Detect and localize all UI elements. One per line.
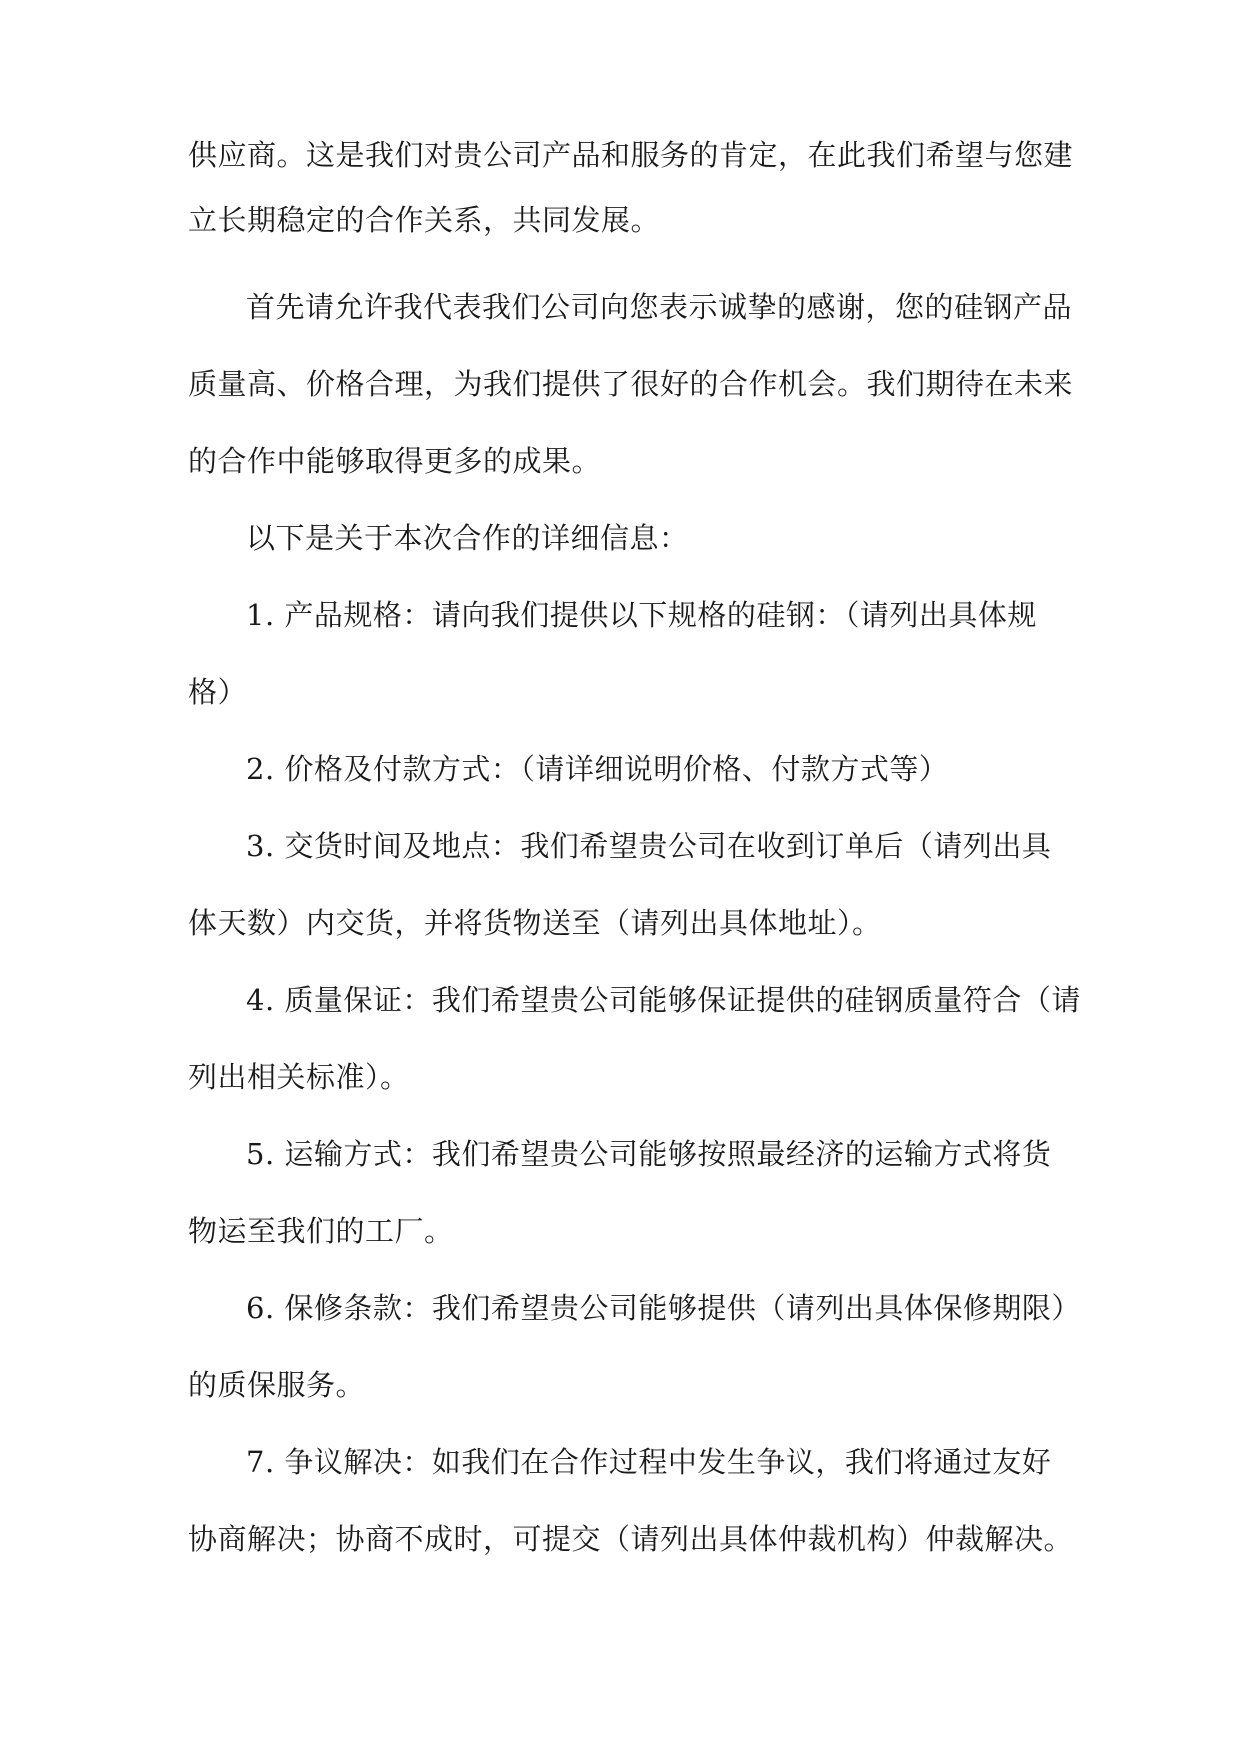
text-line: 立长期稳定的合作关系，共同发展。 xyxy=(188,203,661,237)
text-line: 首先请允许我代表我们公司向您表示诚挚的感谢，您的硅钢产品 xyxy=(246,290,1073,324)
list-item-3: 3. 交货时间及地点：我们希望贵公司在收到订单后（请列出具 xyxy=(246,829,1052,863)
text-line: 质量高、价格合理，为我们提供了很好的合作机会。我们期待在未来 xyxy=(188,367,1074,401)
list-item-4: 4. 质量保证：我们希望贵公司能够保证提供的硅钢质量符合（请 xyxy=(246,983,1081,1017)
list-item-1: 1. 产品规格：请向我们提供以下规格的硅钢：（请列出具体规 xyxy=(246,598,1037,632)
text-line: 物运至我们的工厂。 xyxy=(188,1214,454,1248)
text-line: 体天数）内交货，并将货物送至（请列出具体地址）。 xyxy=(188,906,882,940)
text-line: 的合作中能够取得更多的成果。 xyxy=(188,444,602,478)
text-line: 格） xyxy=(188,675,248,709)
text-line: 以下是关于本次合作的详细信息： xyxy=(246,521,689,555)
list-item-2: 2. 价格及付款方式：（请详细说明价格、付款方式等） xyxy=(246,752,949,786)
text-line: 协商解决；协商不成时，可提交（请列出具体仲裁机构）仲裁解决。 xyxy=(188,1522,1074,1556)
text-line: 的质保服务。 xyxy=(188,1368,366,1402)
text-line: 列出相关标准）。 xyxy=(188,1060,410,1094)
list-item-7: 7. 争议解决：如我们在合作过程中发生争议，我们将通过友好 xyxy=(246,1445,1052,1479)
text-line: 供应商。这是我们对贵公司产品和服务的肯定，在此我们希望与您建 xyxy=(188,138,1074,172)
list-item-6: 6. 保修条款：我们希望贵公司能够提供（请列出具体保修期限） xyxy=(246,1291,1081,1325)
list-item-5: 5. 运输方式：我们希望贵公司能够按照最经济的运输方式将货 xyxy=(246,1137,1052,1171)
